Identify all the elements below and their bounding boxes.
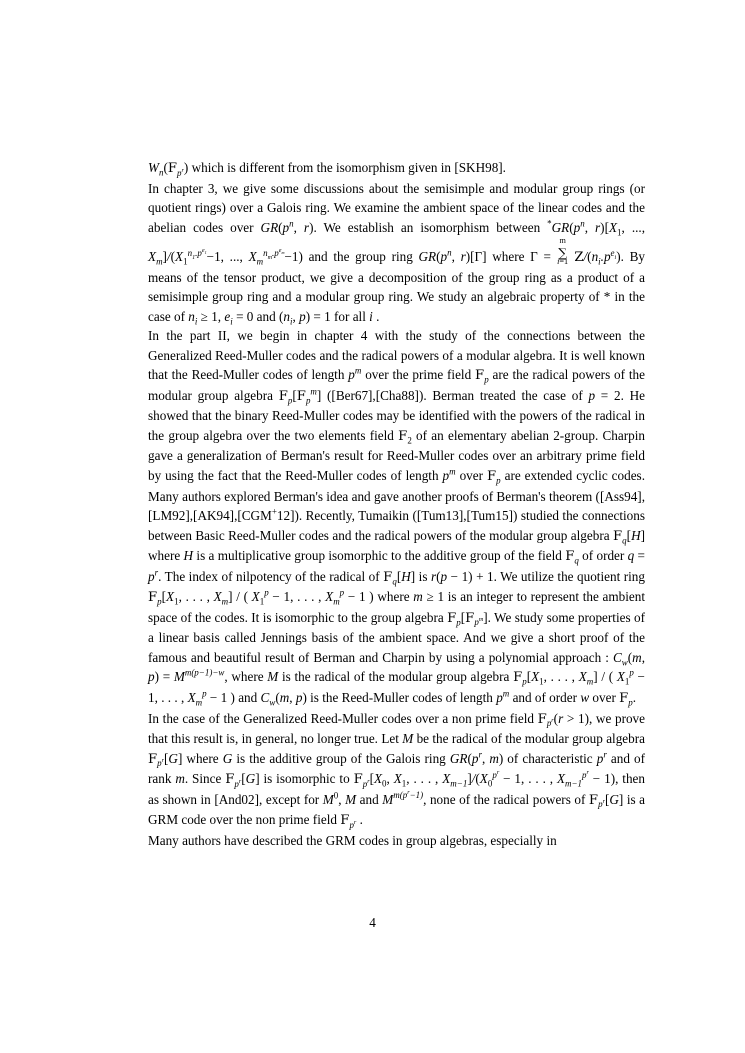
page-body: [148, 158, 645, 850]
paragraph-1: $W_n(F_{p^r})$ which is different from the isomorphism given in [SKH98].: [148, 160, 506, 178]
paragraph-4: In the case of the Generalized Reed-Muller codes over a non prime field $F_{p^r}(r > 1)$, we prove that this result is, in general, no longer true. Let M be the radical of the modular group algebra $F_{p^r}[G]$ where G is the additive group of the Galois ring $GR(p^r$, m) of characteristic $p^r$ and of rank m. Since $F_{p^r}[G]$ is isomorphic to $F_{p^r}[X_0$, $X_1$, . . . , $X_{m-1}]/(X_0^{p^r} - 1$, . . . , $X_{m-1}^{p^r} - 1$), then as shown in [And02], except for $M^0$, M and $M^{m(p^r-1)}$, none of the radical powers of $F_{p^r}[G]$ is a GRM code over the non prime field $F_{p^r}$ .: [148, 710, 646, 830]
math-expr: $W_n$: [148, 160, 164, 178]
paragraph-3: In the part II, we begin in chapter 4 with the study of the connections between the Generalized Reed-Muller codes and the radical powers of a modular algebra. It is well known that the Reed-Muller codes of length $p^m$ over the prime field $F_p$ are the radical powers of the modular group algebra $F_p[F_p^m]$ ([Ber67],[Cha88]). Berman treated the case of p = 2. He showed that the binary Reed-Muller codes may be identified with the powers of the radical in the group algebra over the two elements field $F_2$ of an elementary abelian 2-group. Charpin gave a generalization of Berman's result for Reed-Muller codes over an arbitrary prime field by using the fact that the Reed-Muller codes of length $p^m$ over $F_p$ are extended cyclic codes. Many authors explored Berman's idea and gave another proofs of Berman's theorem ([Ass94],[LM92],[AK94],[CGM+12]). Recently, Tumaikin ([Tum13],[Tum15]) studied the connections between Basic Reed-Muller codes and the radical powers of the modular group algebra $F_q[H]$ where H is a multiplicative group isomorphic to the additive group of the field $F_q$ of order $q = p^r$. The index of nilpotency of the radical of $F_q[H]$ is r(p − 1) + 1. We utilize the quotient ring $F_p[X_1$, . . . , $X_m$] / ( $X_1^p - 1$, . . . , $X_m^p - 1$ ) where m ≥ 1 is an integer to represent the ambient space of the codes. It is isomorphic to the group algebra $F_p[F_{p^m}]$. We study some properties of a linear basis called Jennings basis of the ambient space. And we give a short proof of the famous and beautiful result of Berman and Charpin by using a polynomial approach : $C_w(m$, $p) = M^{m(p-1)-w}$, where M is the radical of the modular group algebra $F_p[X_1$, . . . , $X_m$] / ( $X_1^p - 1$, . . . , $X_m^p - 1$ ) and $C_w(m$, p) is the Reed-Muller codes of length $p^m$ and of order w over $F_p$.: [148, 328, 645, 708]
math-field-symbol: F: [167, 161, 178, 176]
paragraph-2: In chapter 3, we give some discussions about the semisimple and modular group rings (or quotient rings) over a Galois ring. We examine the ambient space of the linear codes and the abelian codes over $GR(p^n$, r). We establish an isomorphism between $^*GR(p^n$, $r)[X_1$, ..., $X_m]/(X_1^{n_1.p^{e_1}}-1$, ..., $X_m^{n_m.p^{e_m}}-1$) and the group ring $GR(p^n$, r)[Γ] where Γ = m ∑ i=1 $Z/(n_i.p^{e_i})$. By means of the tensor product, we give a decomposition of the group ring as a product of a semisimple group ring and a modular group ring. We study an algebraic property of * in the case of $n_i \ge 1$, $e_i = 0$ and ($n_i$, p) = 1 for all i .: [148, 180, 646, 327]
page-number: 4: [369, 915, 376, 930]
paragraph-5: Many authors have described the GRM codes in group algebras, especially in: [148, 832, 557, 848]
